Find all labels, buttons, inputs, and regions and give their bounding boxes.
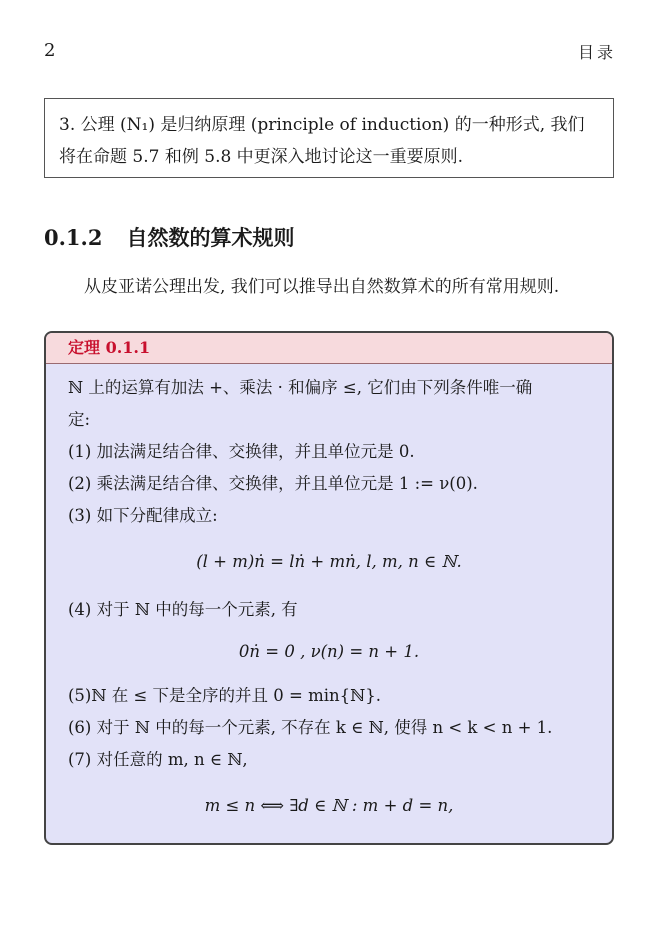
page-number: 2	[44, 40, 56, 61]
section-title: 自然数的算术规则	[126, 225, 295, 250]
theorem-line: (3) 如下分配律成立:	[68, 506, 218, 525]
theorem-line: (2) 乘法满足结合律、交换律，并且单位元是 1 := ν(0).	[68, 474, 478, 493]
theorem-line: (4) 对于 ℕ 中的每一个元素, 有	[68, 600, 298, 619]
remark-line-2: 将在命题 5.7 和例 5.8 中更深入地讨论这一重要原则.	[59, 147, 464, 167]
theorem-line: (1) 加法满足结合律、交换律，并且单位元是 0.	[68, 442, 415, 461]
theorem-line: (6) 对于 ℕ 中的每一个元素, 不存在 k ∈ ℕ, 使得 n < k < n + 1.	[68, 718, 553, 737]
chapter-title: 目录	[577, 43, 616, 62]
intro-paragraph: 从皮亚诺公理出发, 我们可以推导出自然数算术的所有常用规则.	[84, 277, 560, 297]
theorem-body	[46, 364, 612, 822]
theorem-box	[44, 331, 614, 845]
theorem-line: ℕ 上的运算有加法 +、乘法 · 和偏序 ≤, 它们由下列条件唯一确	[68, 378, 533, 397]
distributive-equation: (l + m)ṅ = lṅ + mṅ, l, m, n ∈ ℕ.	[196, 552, 462, 571]
theorem-line: (5)ℕ 在 ≤ 下是全序的并且 0 = min{ℕ}.	[68, 686, 381, 705]
theorem-title: 定理 0.1.1	[46, 333, 612, 364]
order-equation: m ≤ n ⟺ ∃d ∈ ℕ : m + d = n,	[204, 796, 454, 815]
theorem-line: 定:	[68, 410, 91, 429]
theorem-line: (7) 对任意的 m, n ∈ ℕ,	[68, 750, 248, 769]
remark-box	[44, 98, 614, 178]
multiplication-equation: 0ṅ = 0 , ν(n) = n + 1.	[238, 642, 420, 661]
remark-line-1: 3. 公理 (N₁) 是归纳原理 (principle of induction) 的一种形式, 我们	[59, 115, 585, 135]
section-number: 0.1.2	[44, 225, 103, 250]
section-heading	[44, 222, 294, 252]
